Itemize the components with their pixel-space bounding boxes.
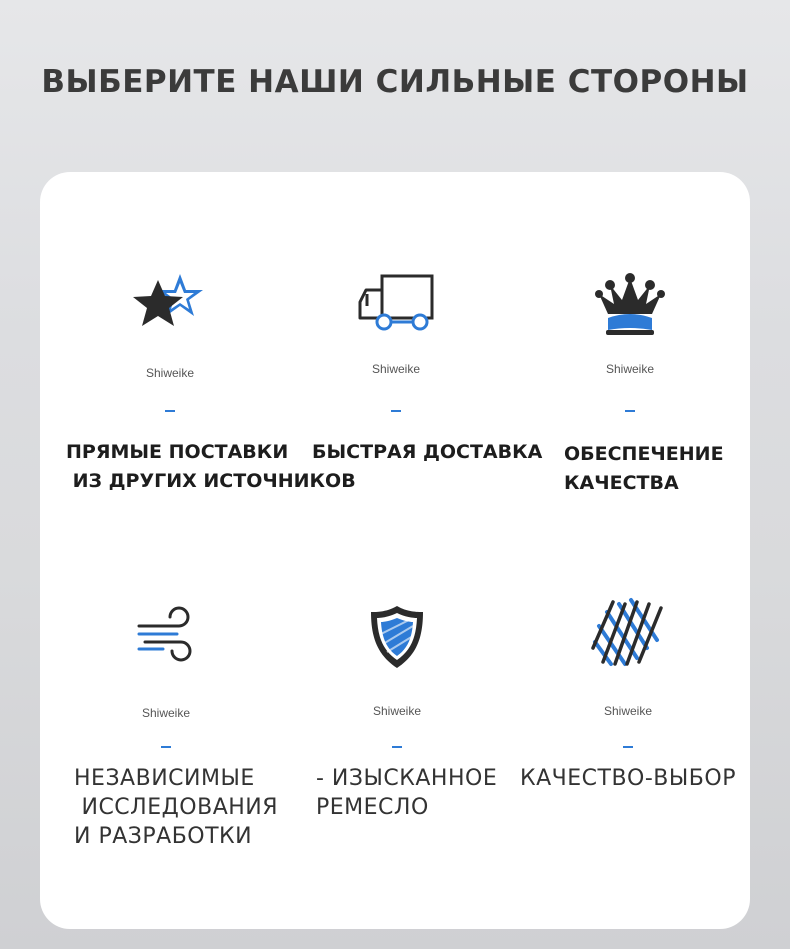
accent-dash [161,746,171,748]
wind-icon [133,606,199,662]
feature-label-quality-choice: КАЧЕСТВО-ВЫБОР [520,766,736,791]
feature-label-fast-delivery: БЫСТРАЯ ДОСТАВКА [312,441,543,463]
brand-label: Shiweike [141,706,191,720]
brand-label: Shiweike [603,704,653,718]
feature-label-rnd: НЕЗАВИСИМЫЕ ИССЛЕДОВАНИЯ И РАЗРАБОТКИ [74,766,279,849]
brand-label: Shiweike [372,704,422,718]
wind-icon-wrap [48,606,284,686]
accent-dash [391,410,401,412]
accent-dash [623,746,633,748]
weave-icon-wrap [510,596,746,676]
feature-label-quality-assurance: ОБЕСПЕЧЕНИЕ КАЧЕСТВА [564,443,724,494]
truck-icon [354,272,438,336]
accent-dash [625,410,635,412]
feature-label-direct-supply: ПРЯМЫЕ ПОСТАВКИ ИЗ ДРУГИХ ИСТОЧНИКОВ [66,441,356,492]
brand-label: Shiweike [145,366,195,380]
feature-label-craftsmanship: - ИЗЫСКАННОЕ РЕМЕСЛО [316,766,498,820]
accent-dash [165,410,175,412]
shield-icon-wrap [279,604,515,684]
crown-icon [594,272,666,342]
star-icon [130,272,210,338]
accent-dash [392,746,402,748]
truck-icon-wrap [278,272,514,352]
star-icon-wrap [52,272,288,352]
weave-icon [589,596,667,670]
brand-label: Shiweike [371,362,421,376]
shield-icon [367,604,427,670]
page-title: ВЫБЕРИТЕ НАШИ СИЛЬНЫЕ СТОРОНЫ [41,64,749,100]
features-card [40,172,750,929]
brand-label: Shiweike [605,362,655,376]
crown-icon-wrap [512,272,748,352]
